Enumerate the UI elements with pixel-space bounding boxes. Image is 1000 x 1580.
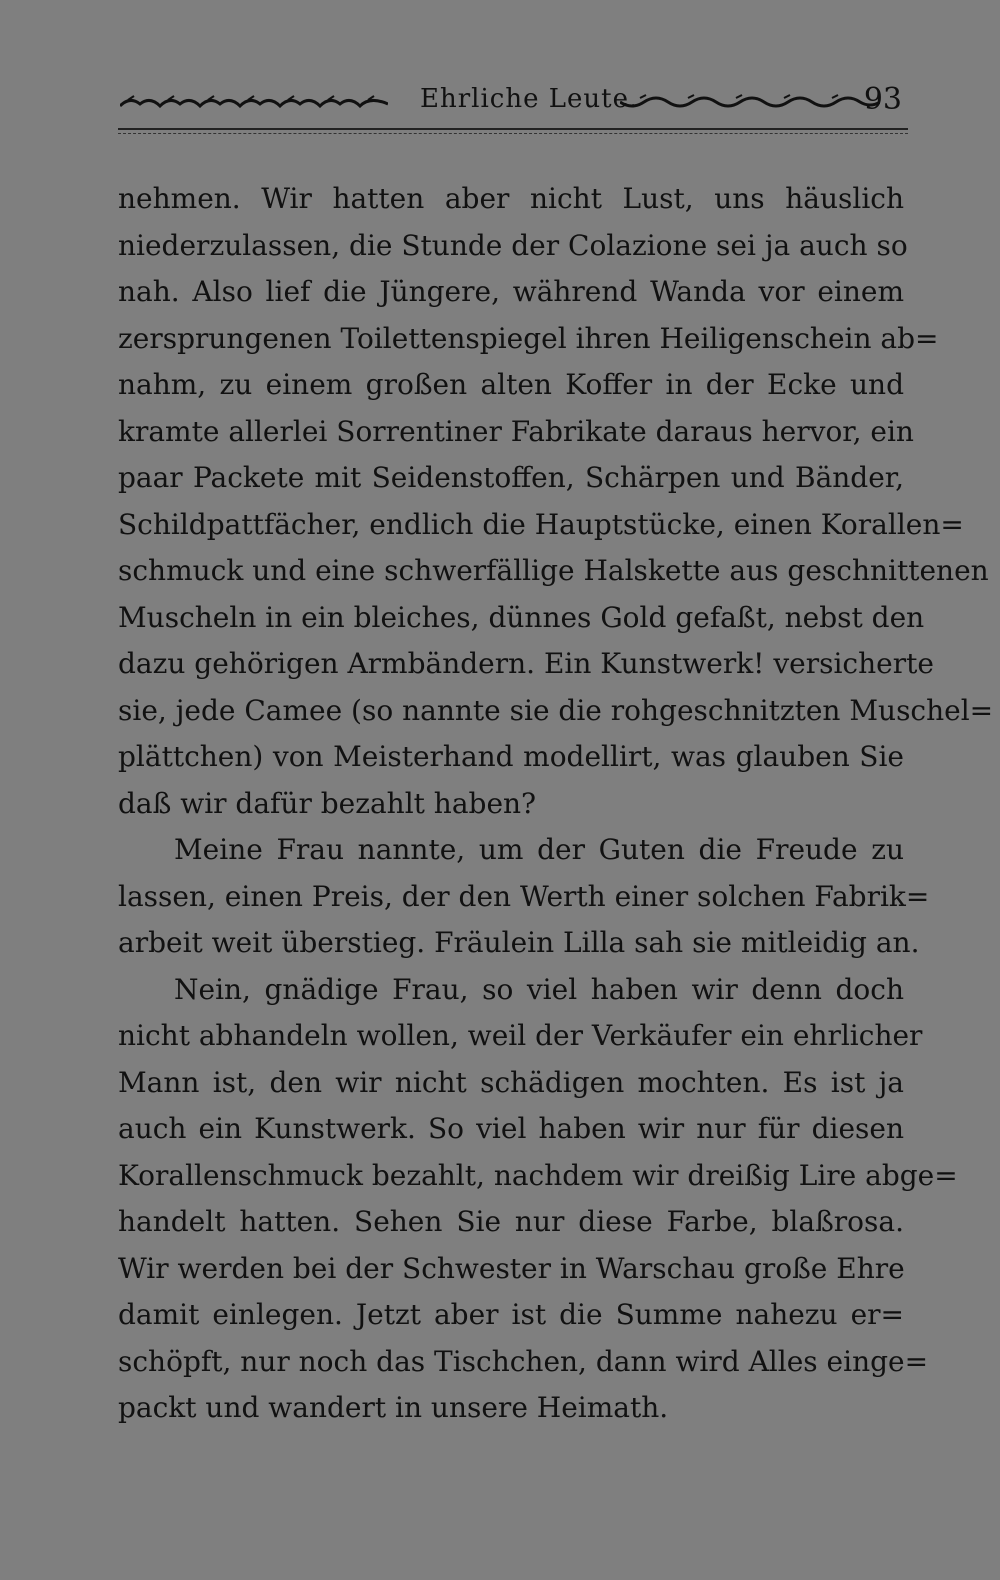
body-text	[118, 176, 994, 1432]
text-line: nahm, zu einem großen alten Koffer in der Ecke und	[118, 368, 904, 401]
text-line: Korallenschmuck bezahlt, nachdem wir dreißig Lire abge=	[118, 1158, 958, 1192]
text-line: schmuck und eine schwerfällige Halskette aus geschnittenen	[118, 554, 989, 587]
text-line: nicht abhandeln wollen, weil der Verkäufer ein ehrlicher	[118, 1019, 923, 1052]
text-line: niederzulassen, die Stunde der Colazione sei ja auch so	[118, 228, 908, 262]
text-line: auch ein Kunstwerk. So viel haben wir nur für diesen	[118, 1112, 904, 1145]
leaf-vine-ornament-left	[120, 94, 388, 110]
text-line: nehmen. Wir hatten aber nicht Lust, uns häuslich	[118, 182, 904, 215]
text-line: dazu gehörigen Armbändern. Ein Kunstwerk! versicherte	[118, 647, 934, 680]
text-line: lassen, einen Preis, der den Werth einer solchen Fabrik=	[118, 879, 930, 913]
text-line: paar Packete mit Seidenstoffen, Schärpen und Bänder,	[118, 461, 904, 494]
text-line: sie, jede Camee (so nannte sie die rohgeschnitzten Muschel=	[118, 693, 994, 727]
text-line: handelt hatten. Sehen Sie nur diese Farbe, blaßrosa.	[118, 1205, 904, 1238]
header-rule-dashed	[118, 133, 908, 134]
text-line: nah. Also lief die Jüngere, während Wanda vor einem	[118, 275, 904, 308]
text-line: Meine Frau nannte, um der Guten die Freude zu	[174, 833, 904, 866]
text-line: arbeit weit überstieg. Fräulein Lilla sah sie mitleidig an.	[118, 926, 920, 959]
text-line: Mann ist, den wir nicht schädigen mochten. Es ist ja	[118, 1065, 904, 1099]
header-rule	[118, 128, 908, 130]
page-number: 93	[863, 82, 902, 117]
text-line: Wir werden bei der Schwester in Warschau große Ehre	[118, 1251, 905, 1285]
text-line: Schildpattfächer, endlich die Hauptstücke, einen Korallen=	[118, 507, 964, 541]
text-line: zersprungenen Toilettenspiegel ihren Heiligenschein ab=	[118, 321, 939, 355]
text-line: Nein, gnädige Frau, so viel haben wir denn doch	[174, 972, 904, 1006]
leaf-vine-ornament-right	[620, 94, 880, 110]
text-line: schöpft, nur noch das Tischchen, dann wird Alles einge=	[118, 1344, 929, 1378]
text-line: packt und wandert in unsere Heimath.	[118, 1391, 669, 1424]
text-line: daß wir dafür bezahlt haben?	[118, 786, 537, 820]
text-line: Muscheln in ein bleiches, dünnes Gold gefaßt, nebst den	[118, 600, 925, 634]
text-line: damit einlegen. Jetzt aber ist die Summe nahezu er=	[118, 1298, 904, 1331]
running-title: Ehrliche Leute.	[420, 84, 639, 114]
text-line: plättchen) von Meisterhand modellirt, was glauben Sie	[118, 740, 904, 773]
text-line: kramte allerlei Sorrentiner Fabrikate daraus hervor, ein	[118, 414, 914, 448]
page-header	[118, 84, 908, 124]
